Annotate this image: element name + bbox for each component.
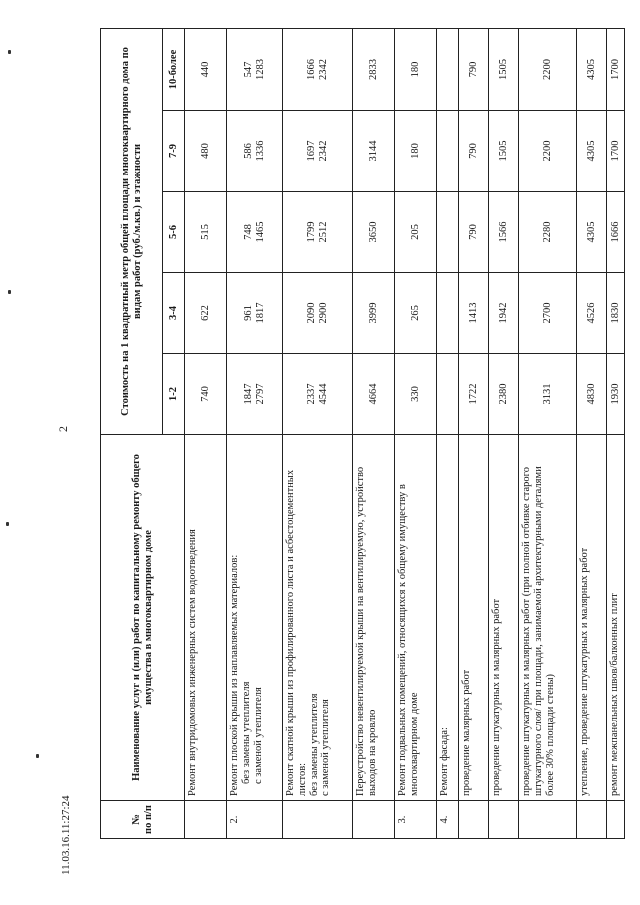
- header-floor: 3-4: [163, 273, 185, 354]
- cell-value: 480: [185, 111, 227, 192]
- cell-value: 4305: [577, 192, 607, 273]
- cell-value: 1930: [607, 354, 625, 435]
- cell-value: 440: [185, 28, 227, 110]
- cell-value: 1566: [489, 192, 519, 273]
- header-floor: 5-6: [163, 192, 185, 273]
- row-number: [353, 801, 395, 839]
- scan-speck: [6, 522, 9, 526]
- cell-value: 205: [395, 192, 437, 273]
- cell-value: 2700: [519, 273, 577, 354]
- cell-value: 4664: [353, 354, 395, 435]
- row-number: [459, 801, 489, 839]
- cell-value: 1666: [607, 192, 625, 273]
- cell-value: 961 1817: [227, 273, 283, 354]
- cell-value: 3144: [353, 111, 395, 192]
- cell-value: 1722: [459, 354, 489, 435]
- row-name: проведение штукатурных и малярных работ: [489, 435, 519, 801]
- row-name: Ремонт плоской крыши из наплавляемых материалов: без замены утеплителя с заменой утеплителя: [227, 435, 283, 801]
- page-number: 2: [56, 426, 70, 432]
- cell-value: [437, 273, 459, 354]
- table-row: [577, 28, 607, 838]
- row-name: ремонт межпанельных швов/балконных плит: [607, 435, 625, 801]
- row-number: 3.: [395, 801, 437, 839]
- cell-value: 3999: [353, 273, 395, 354]
- cell-value: [437, 192, 459, 273]
- cell-value: 1505: [489, 111, 519, 192]
- table-row: [395, 28, 437, 838]
- scan-speck: [8, 50, 11, 54]
- cell-value: 1700: [607, 28, 625, 110]
- cell-value: 4305: [577, 28, 607, 110]
- cell-value: 748 1465: [227, 192, 283, 273]
- header-cost-group: Стоимость на 1 квадратный метр общей площади многоквартирного дома по видам работ (руб./м.кв.) и этажности: [101, 28, 163, 434]
- cell-value: 3131: [519, 354, 577, 435]
- cell-value: 740: [185, 354, 227, 435]
- cell-value: 2833: [353, 28, 395, 110]
- header-number-sign: №: [130, 814, 142, 825]
- table-row: [437, 28, 459, 838]
- table-row: [489, 28, 519, 838]
- cost-table-sheet: [100, 29, 621, 839]
- table-row: [185, 28, 227, 838]
- cell-value: 4305: [577, 111, 607, 192]
- table-row: [227, 28, 283, 838]
- cell-value: 2090 2900: [283, 273, 353, 354]
- row-name: утепление, проведение штукатурных и малярных работ: [577, 435, 607, 801]
- row-name: Ремонт фасада:: [437, 435, 459, 801]
- cell-value: 2200: [519, 28, 577, 110]
- cell-value: 1666 2342: [283, 28, 353, 110]
- cell-value: 1505: [489, 28, 519, 110]
- row-number: 2.: [227, 801, 283, 839]
- cell-value: 3650: [353, 192, 395, 273]
- header-number: [101, 801, 185, 839]
- header-floor: 10-более: [163, 28, 185, 110]
- cell-value: 1830: [607, 273, 625, 354]
- cell-value: 4526: [577, 273, 607, 354]
- table-row: [283, 28, 353, 838]
- row-number: [577, 801, 607, 839]
- cell-value: 1799 2512: [283, 192, 353, 273]
- row-number: [283, 801, 353, 839]
- cell-value: [437, 28, 459, 110]
- footer-timestamp: 11.03.16.11:27:24: [60, 795, 72, 875]
- cell-value: 1697 2342: [283, 111, 353, 192]
- cell-value: 586 1336: [227, 111, 283, 192]
- header-name: Наименование услуг и (или) работ по капитальному ремонту общего имущества в многоквартирном доме: [101, 435, 185, 801]
- row-name: Ремонт подвальных помещений, относящихся к общему имуществу в многоквартирном доме: [395, 435, 437, 801]
- row-name: Ремонт скатной крыши из профилированного листа и асбестоцементных листов: без замены утеплителя с заменой утеплителя: [283, 435, 353, 801]
- cell-value: 2280: [519, 192, 577, 273]
- scan-speck: [36, 754, 39, 758]
- header-floor: 1-2: [163, 354, 185, 435]
- row-name: проведение штукатурных и малярных работ (при полной отбивке старого штукатурного слоя/ при площади, занимаемой архитектурными деталями более 30% площади стены): [519, 435, 577, 801]
- cell-value: 1700: [607, 111, 625, 192]
- cell-value: 547 1283: [227, 28, 283, 110]
- cost-table: [100, 28, 625, 839]
- cell-value: 622: [185, 273, 227, 354]
- header-floor: 7-9: [163, 111, 185, 192]
- cell-value: 265: [395, 273, 437, 354]
- table-row: [459, 28, 489, 838]
- cell-value: 180: [395, 111, 437, 192]
- cell-value: 180: [395, 28, 437, 110]
- row-number: [185, 801, 227, 839]
- cell-value: 790: [459, 192, 489, 273]
- cell-value: 1847 2797: [227, 354, 283, 435]
- table-row: [519, 28, 577, 838]
- table-row: [353, 28, 395, 838]
- row-number: [607, 801, 625, 839]
- cell-value: 4830: [577, 354, 607, 435]
- row-name: Переустройство невентилируемой крыши на вентилируемую, устройство выходов на кровлю: [353, 435, 395, 801]
- row-number: [489, 801, 519, 839]
- row-number: 4.: [437, 801, 459, 839]
- cell-value: 330: [395, 354, 437, 435]
- row-name: проведение малярных работ: [459, 435, 489, 801]
- cell-value: 2380: [489, 354, 519, 435]
- row-number: [519, 801, 577, 839]
- cell-value: [437, 354, 459, 435]
- cell-value: 790: [459, 111, 489, 192]
- cell-value: 1413: [459, 273, 489, 354]
- cell-value: [437, 111, 459, 192]
- table-row: [607, 28, 625, 838]
- cell-value: 2337 4544: [283, 354, 353, 435]
- header-number-rest: по п/п: [142, 805, 154, 834]
- cell-value: 1942: [489, 273, 519, 354]
- cell-value: 515: [185, 192, 227, 273]
- scan-speck: [8, 290, 11, 294]
- cell-value: 2200: [519, 111, 577, 192]
- row-name: Ремонт внутридомовых инженерных систем водоотведения: [185, 435, 227, 801]
- cell-value: 790: [459, 28, 489, 110]
